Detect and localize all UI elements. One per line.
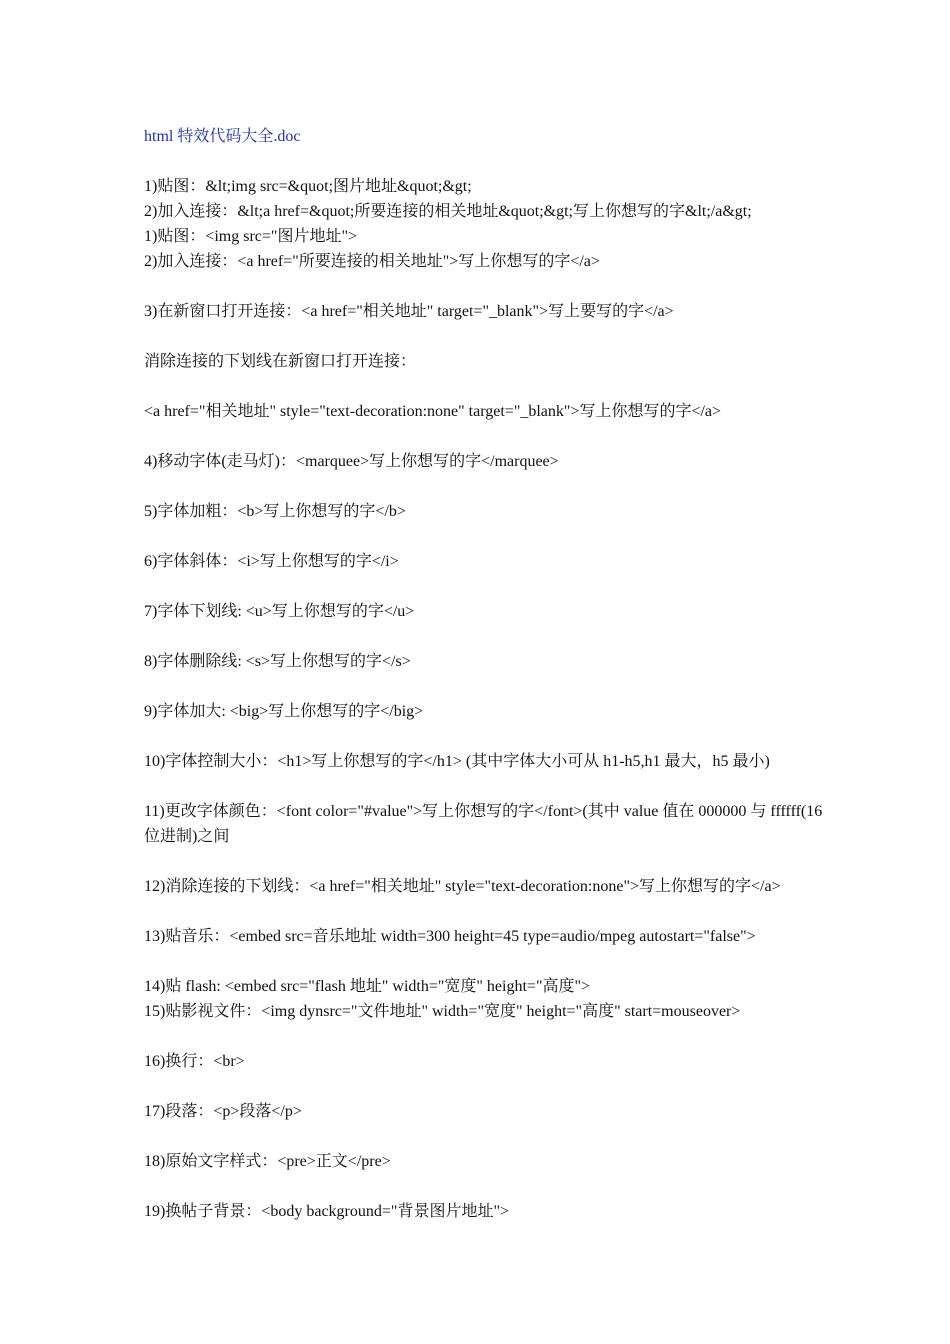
- document-line: 6)字体斜体：<i>写上你想写的字</i>: [144, 553, 399, 570]
- document-line: 8)字体删除线: <s>写上你想写的字</s>: [144, 653, 411, 670]
- document-title[interactable]: html 特效代码大全.doc: [144, 128, 301, 145]
- document-line: 消除连接的下划线在新窗口打开连接：: [144, 353, 417, 370]
- document-line: 10)字体控制大小：<h1>写上你想写的字</h1> (其中字体大小可从 h1-h5,h1 最大，h5 最小): [144, 753, 770, 770]
- document-line: 16)换行：<br>: [144, 1053, 245, 1070]
- document-line: 19)换帖子背景：<body background="背景图片地址">: [144, 1203, 509, 1220]
- document-page: [144, 124, 827, 1224]
- document-line: 13)贴音乐：<embed src=音乐地址 width=300 height=45 type=audio/mpeg autostart="false">: [144, 928, 756, 945]
- document-line: 18)原始文字样式：<pre>正文</pre>: [144, 1153, 391, 1170]
- document-line: 5)字体加粗：<b>写上你想写的字</b>: [144, 503, 406, 520]
- document-line: 14)贴 flash: <embed src="flash 地址" width="宽度" height="高度">: [144, 978, 591, 995]
- document-line: <a href="相关地址" style="text-decoration:none" target="_blank">写上你想写的字</a>: [144, 403, 722, 420]
- document-line: 12)消除连接的下划线：<a href="相关地址" style="text-decoration:none">写上你想写的字</a>: [144, 878, 781, 895]
- document-line: 9)字体加大: <big>写上你想写的字</big>: [144, 703, 424, 720]
- document-line: 1)贴图：&lt;img src=&quot;图片地址&quot;&gt;: [144, 178, 472, 195]
- document-body: [144, 174, 827, 1224]
- document-line: 17)段落：<p>段落</p>: [144, 1103, 302, 1120]
- document-line: 15)贴影视文件：<img dynsrc="文件地址" width="宽度" height="高度" start=mouseover>: [144, 1003, 741, 1020]
- document-line: 1)贴图：<img src="图片地址">: [144, 228, 358, 245]
- document-line: 2)加入连接：<a href="所要连接的相关地址">写上你想写的字</a>: [144, 253, 600, 270]
- document-line: 11)更改字体颜色：<font color="#value">写上你想写的字</font>(其中 value 值在 000000 与 ffffff(16 位进制)之间: [144, 803, 827, 845]
- document-line: 2)加入连接：&lt;a href=&quot;所要连接的相关地址&quot;&gt;写上你想写的字&lt;/a&gt;: [144, 203, 752, 220]
- document-line: 3)在新窗口打开连接：<a href="相关地址" target="_blank">写上要写的字</a>: [144, 303, 674, 320]
- document-line: 7)字体下划线: <u>写上你想写的字</u>: [144, 603, 415, 620]
- document-line: 4)移动字体(走马灯)：<marquee>写上你想写的字</marquee>: [144, 453, 559, 470]
